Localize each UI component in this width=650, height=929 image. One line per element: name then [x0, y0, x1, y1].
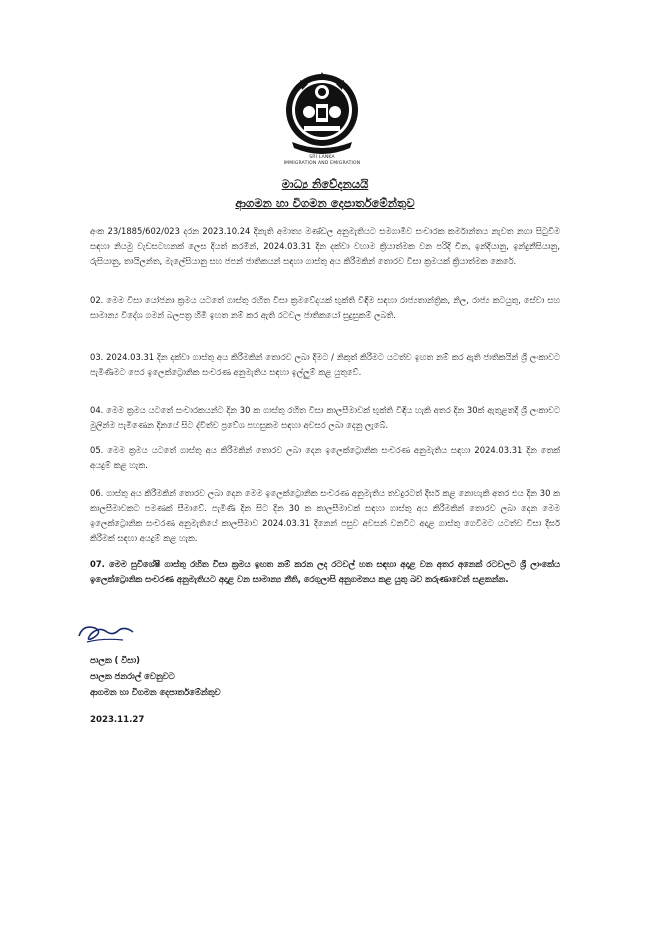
document-title: මාධ්‍ය නිවේදනයයි — [281, 177, 369, 191]
paragraph-03: 03. 2024.03.31 දින දක්වා ගාස්තු අය කිරීමකින් තොරව ලබා දීමට / නිකුත් කිරීමට යටත්ව ඉහත නම් කර ඇති ජාතිකයින් ශ්‍රී ලංකාවට පැමිණීමට පෙර ඉලෙක්ට්‍රොනික සංචරණ අනුමැතිය සඳහා ඉල්ලුම් කළ යුතුවේ. — [90, 352, 560, 377]
paragraph-04: 04. මෙම ක්‍රමය යටතේ සංචාරකයන්ට දින 30 ක ගාස්තු රහිත විසා කාලසීමාවක් භුක්ති විඳිය හැකි අතර දින 30ක් ඇතුළතදී ශ්‍රී ලංකාවට මුලින්ම පැමිණෙන දිනයේ සිට ද්විත්ව ප්‍රවේශ පහසුකම සඳහා අවසර ලබා දෙනු ලැබේ. — [90, 405, 560, 430]
signatory-on-behalf: පාලක ජනරාල් වෙනුවට — [90, 671, 175, 681]
paragraph-05: 05. මෙම ක්‍රමය යටතේ ගාස්තු අය කිරීමකින් තොරව ලබා දෙන ඉලෙක්ට්‍රොනික සංචරණ අනුමැතිය සඳහා 2024.03.31 දින තෙක් අයදුම් කළ හැක. — [90, 445, 560, 470]
document-date: 2023.11.27 — [90, 715, 145, 725]
emblem-caption — [260, 155, 384, 166]
paragraph-06: 06. ගාස්තු අය කිරීමකින් තොරව ලබා දෙන මෙම ඉලෙක්ට්‍රොනික සංචරණ අනුමැතිය තවදුරටත් දීර්ඝ කළ නොහැකි අතර එය දින 30 ක කාලසීමාවකට පමණක් සීමාවේ. පැමිණි දින සිට දින 30 ක කාලසීමාවක් සඳහා ගාස්තු අය කිරීමකින් තොරව ලබා දෙන මෙම ඉලෙක්ට්‍රොනික සංචරණ අනුමැතියේ කාලසීමාව 2024.03.31 දිනෙන් පසුව අවසන් වනවිට අදාළ ගාස්තු ගෙවීමට යටත්ව විසා දීර්ඝ කිරීමක් සඳහා අයදුම් කළ හැක. — [90, 488, 560, 543]
paragraph-07: 07. මෙම සුවිශේෂී ගාස්තු රහිත විසා ක්‍රමය ඉහත නම් කරන ලද රටවල් හත සඳහා අදාළ වන අතර අනෙක් රටවලට ශ්‍රී ලාංකේය ඉලෙක්ට්‍රොනික සංචරණ අනුමැතියට අදාළ වන සාමාන්‍ය නීති, රෙගුලාසි අනුගමනය කළ යුතු බව කරුණාවෙන් සළකන්න. — [90, 559, 560, 584]
emblem-caption-line2: IMMIGRATION AND EMIGRATION — [283, 160, 361, 166]
paragraph-intro: අංක 23/1885/602/023 දරන 2023.10.24 දිනැති අමාත්‍ය මණ්ඩල අනුමැතියට සමගාමීව සංචාරක කර්මාන්තය නැවත නගා සිටුවීම සඳහා නියමු වැඩසටහනක් ලෙස දියත් කරමින්, 2024.03.31 දින දක්වා වහාම ක්‍රියාත්මක වන පරිදි චීන, ඉන්දියානු, ඉන්දුනීසියානු, රුසියානු, තායිලන්ත, මැලේසියානු සහ ජපන් ජාතිකයන් සඳහා ගාස්තු අය කිරීමකින් තොරව විසා ක්‍රමයක් ක්‍රියාත්මක කෙරේ. — [90, 226, 560, 266]
department-title: ආගමන හා විගමන දෙපාර්තමේන්තුව — [235, 196, 415, 210]
signature-mark — [73, 618, 143, 648]
emblem-caption-line1: SRI LANKA — [309, 155, 335, 160]
signatory-department: ආගමන හා විගමන දෙපාර්තමේන්තුව — [90, 687, 221, 697]
signatory-title: පාලක ( විසා) — [90, 655, 140, 665]
paragraph-02: 02. මෙම විසා යෝජනා ක්‍රමය යටතේ ගාස්තු රහිත විසා ක්‍රමවේදයක් භුක්ති විඳීම සඳහා රාජ්‍යතාන්ත්‍රික, නිල, රාජ්‍ය කටයුතු, සේවා සහ සාමාන්‍ය විදේශ ගමන් බලපත්‍ර හිමි ඉහත නම් කර ඇති රටවල ජාතිකයෝ සුදුසුකම් ලබති. — [90, 295, 560, 320]
